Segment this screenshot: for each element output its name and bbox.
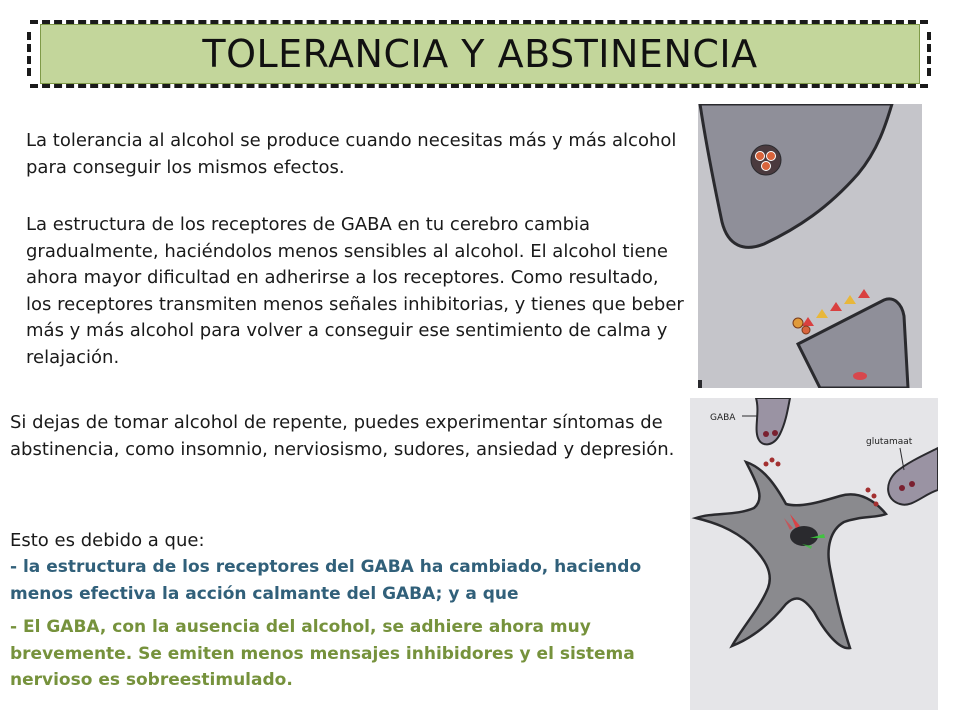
reason-lead-text: Esto es debido a que:	[10, 530, 205, 551]
synapse-illustration	[698, 104, 922, 388]
glutamate-label: glutamaat	[866, 437, 913, 447]
reason-gaba-brief-binding: - El GABA, con la ausencia del alcohol, se adhiere ahora muy brevemente. Se emiten menos mensajes inhibidores y el sistema nervioso es sobreestimulado.	[10, 617, 635, 690]
neuron-illustration	[690, 398, 938, 710]
reason-receptor-change: - la estructura de los receptores del GABA ha cambiado, haciendo menos efectiva la acción calmante del GABA; y a que	[10, 557, 642, 604]
page-title: TOLERANCIA Y ABSTINENCIA	[202, 32, 758, 76]
tolerance-detail-paragraph: La estructura de los receptores de GABA en tu cerebro cambia gradualmente, haciéndolos menos sensibles al alcohol. El alcohol tiene ahora mayor dificultad en adherirse a los receptores. Como resultado, los receptores transmiten menos señales inhibitorias, y tienes que beber más y más alcohol para volver a conseguir ese sentimiento de calma y relajación.	[26, 214, 684, 368]
tolerance-intro-paragraph: La tolerancia al alcohol se produce cuando necesitas más y más alcohol para conseguir los mismos efectos.	[26, 130, 677, 178]
gaba-label: GABA	[710, 413, 736, 423]
withdrawal-intro-paragraph: Si dejas de tomar alcohol de repente, puedes experimentar síntomas de abstinencia, como insomnio, nerviosismo, sudores, ansiedad y depresión.	[10, 412, 675, 460]
title-banner	[40, 24, 920, 84]
